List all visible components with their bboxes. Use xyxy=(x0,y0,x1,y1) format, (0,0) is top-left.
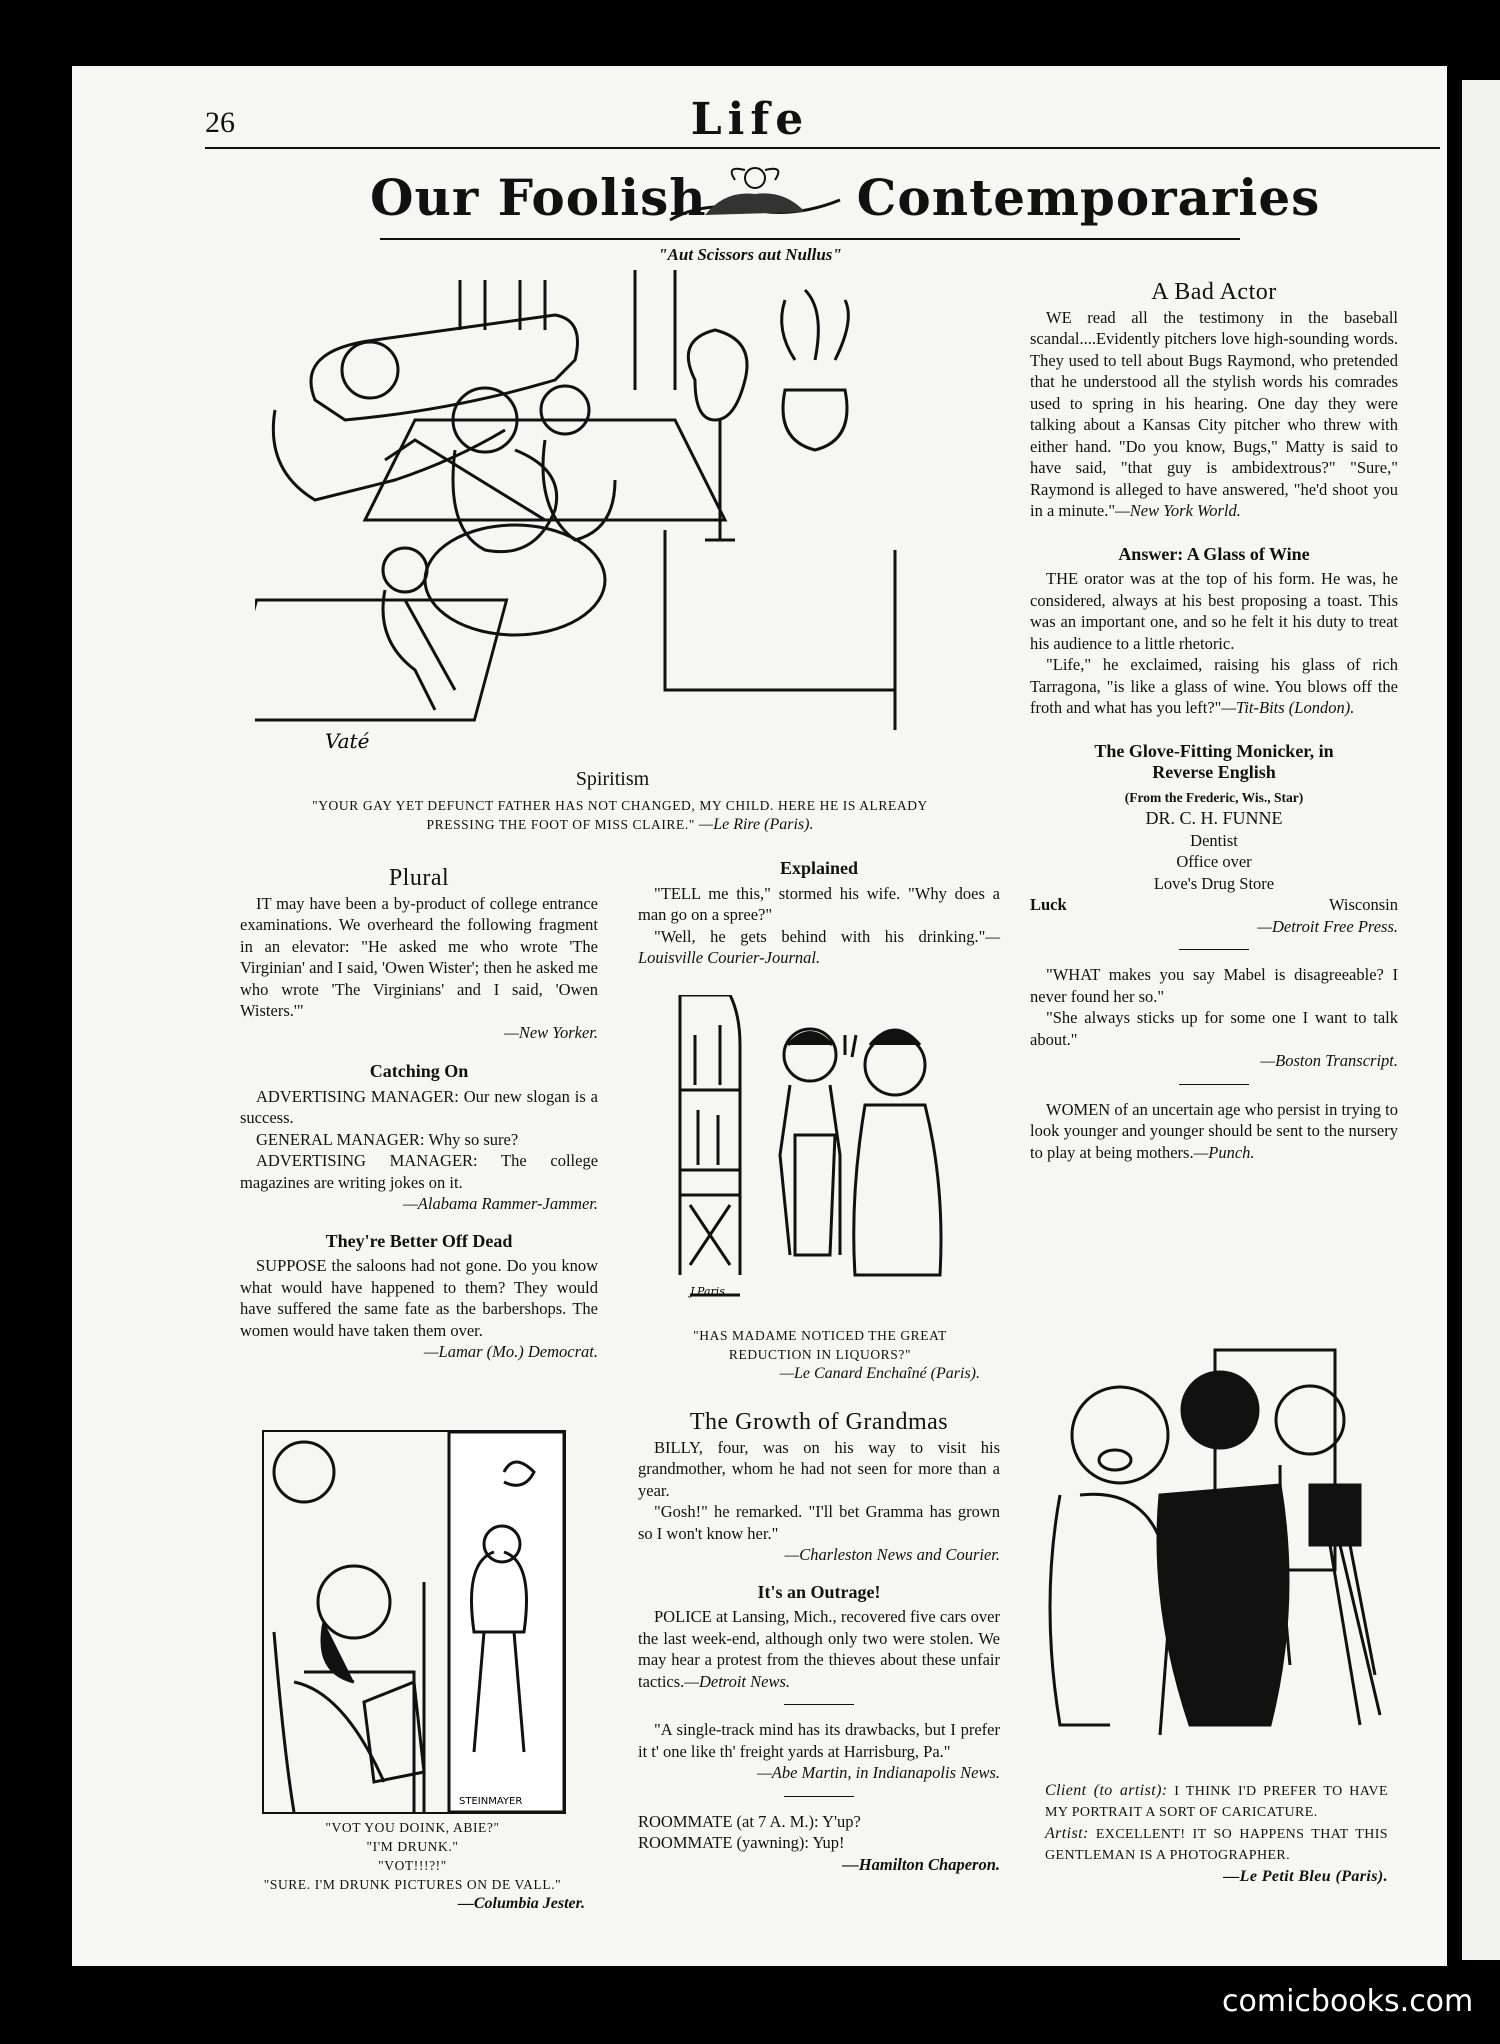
spiritism-caption xyxy=(300,796,940,834)
explained-title: Explained xyxy=(779,858,859,878)
right-column xyxy=(1030,279,1398,1163)
women-source: —Punch. xyxy=(1193,1142,1255,1162)
mabel-p1: "WHAT makes you say Mabel is disagreeable? I never found her so." xyxy=(1030,965,1398,1006)
heading-left: Our Foolish xyxy=(370,168,707,227)
glove-line-1: Dentist xyxy=(1190,830,1238,850)
glove-line-2: Office over xyxy=(1176,852,1252,871)
catching-on-title: Catching On xyxy=(369,1061,469,1081)
drunk-caption xyxy=(240,1818,585,1913)
bad-actor-text: WE read all the testimony in the baseball scandal....Evidently pitchers love high-sounding words. They used to tell about Bugs Raymond, who pretended that he understood all the stylish words his comrades used to spring in his hearing. One day they were talking about a Kansas City pitcher who threw with either hand. "Do you know, Bugs," Matty is said to have said, "that guy is ambidextrous?" "Sure," Raymond is alleged to have answered, "he'd shoot you in a minute." xyxy=(1030,307,1398,520)
plural-source: —New Yorker. xyxy=(504,1022,598,1042)
madame-illustration xyxy=(670,995,970,1305)
spiritism-signature: Vaté xyxy=(325,729,370,753)
heading-right: Contemporaries xyxy=(856,168,1321,227)
glass-of-wine-p2 xyxy=(1030,654,1398,719)
artist-text: EXCELLENT! IT SO HAPPENS THAT THIS GENTLEMAN IS A PHOTOGRAPHER. xyxy=(1045,1827,1388,1863)
left-column xyxy=(240,865,599,1363)
spiritism-source: —Le Rire (Paris). xyxy=(698,816,814,833)
single-track-source: —Abe Martin, in Indianapolis News. xyxy=(757,1763,1000,1782)
bad-actor-title: A Bad Actor xyxy=(1151,279,1277,305)
glove-title-2: Reverse English xyxy=(1152,762,1276,782)
explained-source: —Louisville Courier-Journal. xyxy=(638,926,1000,967)
women-text: WOMEN of an uncertain age who persist in trying to look younger and younger should be sent to the nursery to play at being mothers. xyxy=(1030,1099,1398,1162)
outrage-body xyxy=(638,1606,1000,1692)
glove-source: —Detroit Free Press. xyxy=(1257,916,1398,936)
catching-speaker-2: GENERAL MANAGER: xyxy=(256,1129,425,1149)
drunk-line-3: "VOT!!!?!" xyxy=(378,1858,447,1873)
header-rule xyxy=(205,147,1440,149)
glove-location xyxy=(1030,894,1398,916)
divider xyxy=(1179,1084,1249,1085)
motto: "Aut Scissors aut Nullus" xyxy=(658,245,842,264)
roommate-source: —Hamilton Chaperon. xyxy=(842,1854,1000,1874)
better-off-title: They're Better Off Dead xyxy=(325,1230,513,1251)
page-number: 26 xyxy=(205,106,235,139)
caricature-caption xyxy=(1045,1780,1388,1887)
drunk-source: —Columbia Jester. xyxy=(457,1895,585,1912)
glass-of-wine-p2-text: "Life," he exclaimed, raising his glass of rich Tarragona, "is like a glass of wine. You blows off the froth and what has you left?" xyxy=(1030,655,1398,717)
plural-body: IT may have been a by-product of college entrance examinations. We overheard the following fragment in an elevator: "He asked me who wrote 'The Virginian' and I said, 'Owen Wister'; then he asked me who wrote 'The Virginians' and I said, 'Owen Wisters.'" xyxy=(240,893,598,1020)
artist-label: Artist: xyxy=(1045,1825,1089,1842)
grandmas-p1: BILLY, four, was on his way to visit his grandmother, whom he had not seen for more than a year. xyxy=(638,1437,1000,1500)
madame-caption xyxy=(660,1326,980,1383)
glass-of-wine-p1: THE orator was at the top of his form. He was, he considered, always at his best proposing a toast. This was an important one, and so he felt it his duty to treat his audience to a little rhetoric. xyxy=(1030,569,1398,653)
explained-p1: "TELL me this," stormed his wife. "Why does a man go on a spree?" xyxy=(638,883,1000,924)
masthead: Life xyxy=(690,94,810,145)
glass-of-wine-title: Answer: A Glass of Wine xyxy=(1118,543,1310,564)
better-off-body: SUPPOSE the saloons had not gone. Do you know what would have happened to them? They would have suffered the same fate as the barbershops. The women would have taken them over. xyxy=(240,1256,598,1340)
glove-line-3: Love's Drug Store xyxy=(1153,873,1275,893)
middle-column-bottom xyxy=(638,1409,1000,1875)
explained-p2-text: "Well, he gets behind with his drinking." xyxy=(654,926,986,946)
divider xyxy=(784,1704,854,1705)
catching-line-3 xyxy=(240,1150,598,1193)
outrage-source: —Detroit News. xyxy=(684,1671,791,1691)
spiritism-caption-text: "YOUR GAY YET DEFUNCT FATHER HAS NOT CHANGED, MY CHILD. HERE HE IS ALREADY PRESSING THE FOOT OF MISS CLAIRE." xyxy=(312,798,928,832)
section-heading xyxy=(370,168,1320,227)
catching-speaker-1: ADVERTISING MANAGER: xyxy=(256,1086,459,1106)
catching-text-1: Our new slogan is a success. xyxy=(240,1086,599,1127)
heading-underline xyxy=(380,238,1240,240)
mabel-p2: "She always sticks up for some one I want to talk about." xyxy=(1030,1008,1398,1049)
grandmas-title: The Growth of Grandmas xyxy=(689,1409,949,1435)
women-body xyxy=(1030,1099,1398,1164)
madame-caption-text: "HAS MADAME NOTICED THE GREAT REDUCTION IN LIQUORS?" xyxy=(693,1328,947,1362)
catching-on-source: —Alabama Rammer-Jammer. xyxy=(403,1194,598,1213)
catching-speaker-3: ADVERTISING MANAGER: xyxy=(256,1151,478,1170)
glass-of-wine-source: —Tit-Bits (London). xyxy=(1221,698,1355,717)
client-label: Client (to artist): xyxy=(1045,1782,1168,1799)
grandmas-source: —Charleston News and Courier. xyxy=(784,1545,1000,1564)
glove-right: Wisconsin xyxy=(1329,895,1398,914)
divider xyxy=(1179,949,1249,950)
outrage-title: It's an Outrage! xyxy=(757,1581,881,1602)
client-text: I THINK I'D PREFER TO HAVE MY PORTRAIT A SORT OF CARICATURE. xyxy=(1045,1784,1388,1820)
mabel-source: —Boston Transcript. xyxy=(1260,1051,1398,1070)
glove-left: Luck xyxy=(1030,895,1067,914)
divider xyxy=(784,1796,854,1797)
drunk-line-2: "I'M DRUNK." xyxy=(366,1839,459,1854)
watermark: comicbooks.com xyxy=(1222,1984,1474,2019)
spiritism-title: Spiritism xyxy=(575,768,650,790)
glove-from: (From the Frederic, Wis., Star) xyxy=(1124,789,1304,805)
middle-column-top xyxy=(638,858,1000,969)
catching-text-2: Why so sure? xyxy=(428,1129,519,1149)
catching-line-2 xyxy=(240,1129,598,1151)
catching-text-3: The college magazines are writing jokes on it. xyxy=(240,1151,599,1192)
glove-name: DR. C. H. FUNNE xyxy=(1145,808,1283,828)
caricature-illustration xyxy=(1040,1345,1385,1770)
bad-actor-source: —New York World. xyxy=(1115,501,1241,520)
glove-title-1: The Glove-Fitting Monicker, in xyxy=(1094,740,1334,761)
roommate-line-2: ROOMMATE (yawning): Yup! xyxy=(638,1833,845,1852)
madame-signature: J.Paris xyxy=(690,1285,725,1298)
drunk-line-1: "VOT YOU DOINK, ABIE?" xyxy=(325,1820,500,1835)
bad-actor-body xyxy=(1030,307,1398,522)
next-page-edge xyxy=(1462,80,1500,1960)
caricature-source: —Le Petit Bleu (Paris). xyxy=(1223,1868,1388,1885)
drunk-signature: STEINMAYER xyxy=(459,1796,523,1807)
madame-source: —Le Canard Enchaîné (Paris). xyxy=(779,1365,980,1382)
grandmas-p2: "Gosh!" he remarked. "I'll bet Gramma has grown so I won't know her." xyxy=(638,1502,1000,1543)
outrage-text: POLICE at Lansing, Mich., recovered five cars over the last week-end, although only two were stolen. We may hear a protest from the thieves about these unfair tactics. xyxy=(638,1607,1000,1691)
explained-p2 xyxy=(638,926,1000,969)
spiritism-illustration xyxy=(255,270,970,760)
plural-title: Plural xyxy=(388,865,450,891)
catching-line-1 xyxy=(240,1086,598,1129)
drunk-illustration xyxy=(262,1430,566,1814)
drunk-line-4: "SURE. I'M DRUNK PICTURES ON DE VALL." xyxy=(263,1877,562,1892)
cherub-ornament xyxy=(665,160,845,226)
better-off-source: —Lamar (Mo.) Democrat. xyxy=(423,1342,598,1361)
roommate-line-1: ROOMMATE (at 7 A. M.): Y'up? xyxy=(638,1811,861,1831)
single-track-body: "A single-track mind has its drawbacks, but I prefer it t' one like th' freight yards at Harrisburg, Pa." xyxy=(638,1720,1000,1761)
